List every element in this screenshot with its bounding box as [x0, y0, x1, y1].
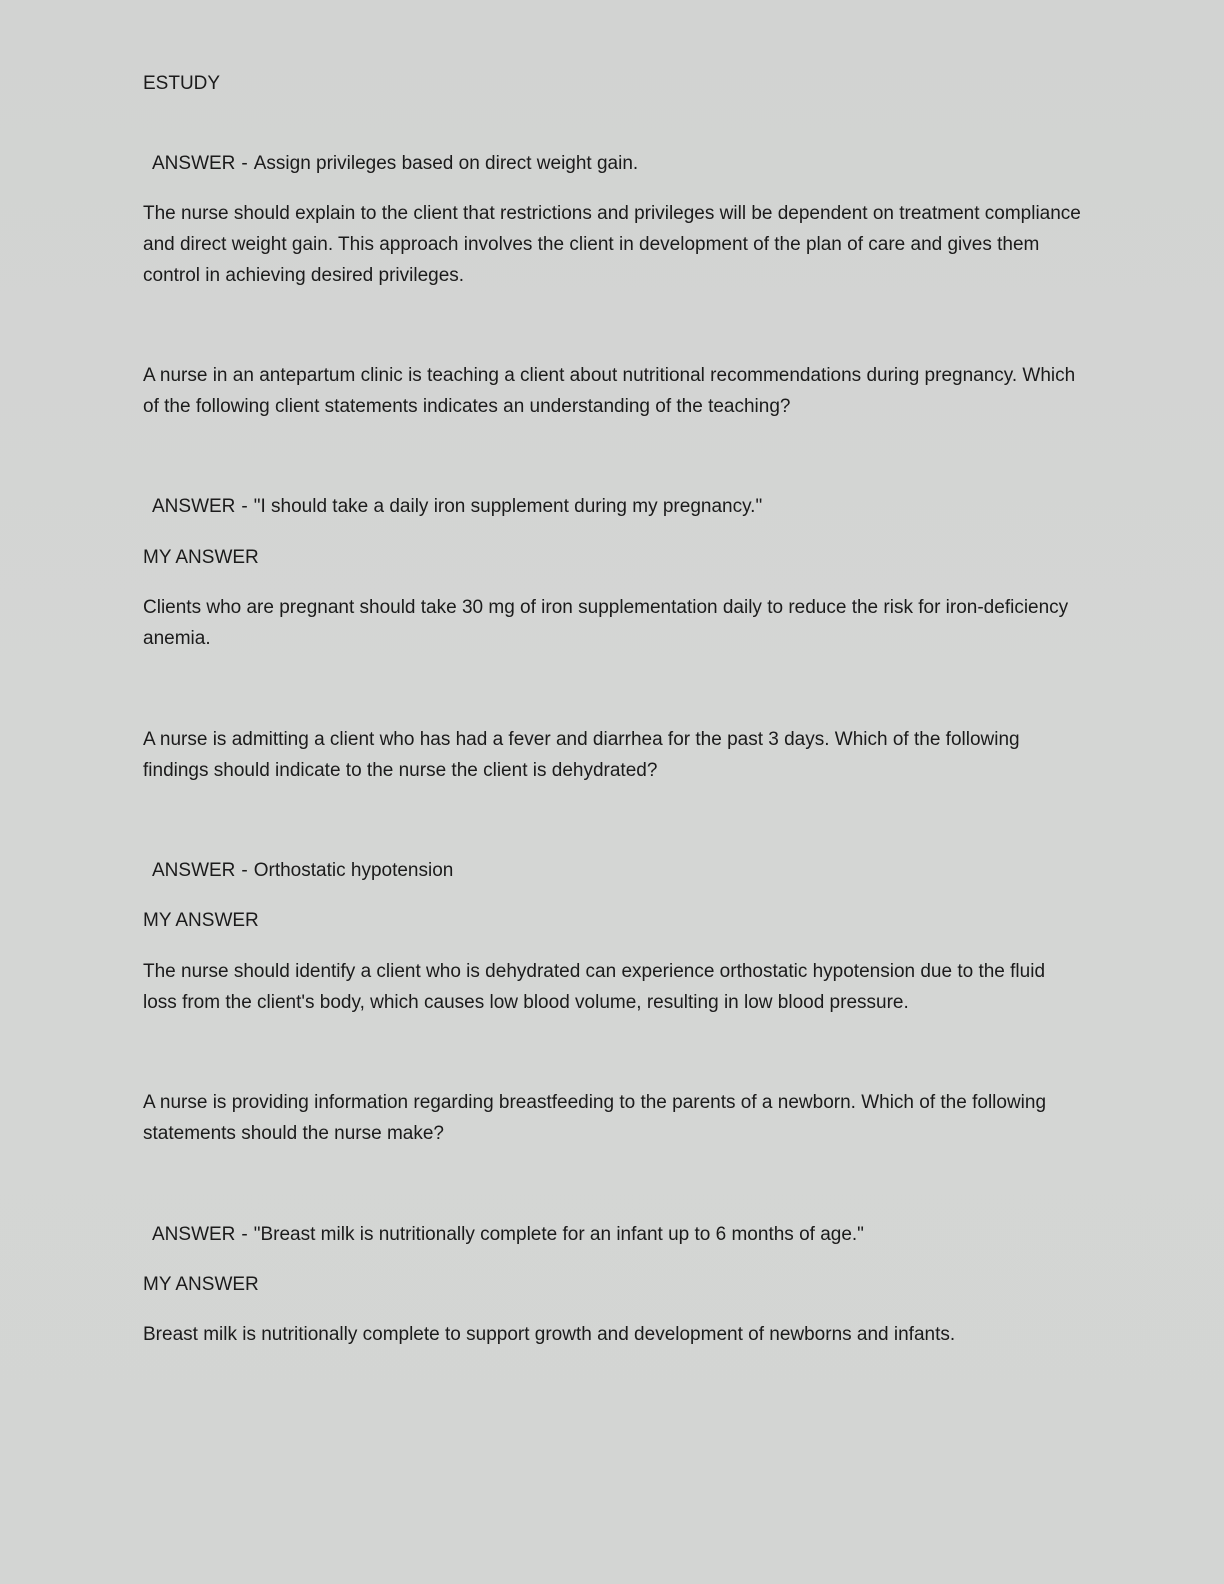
question-text: A nurse is providing information regarding breastfeeding to the parents of a newborn. Which of the following statements should the nurse make? [143, 1092, 1047, 1144]
explanation-text: Clients who are pregnant should take 30 mg of iron supplementation daily to reduce the risk for iron-deficiency anemia. [143, 597, 1069, 649]
answer-line [152, 1219, 1092, 1250]
answer-separator: - [241, 496, 248, 517]
explanation-text: Breast milk is nutritionally complete to support growth and development of newborns and infants. [143, 1324, 956, 1345]
question-text: A nurse in an antepartum clinic is teaching a client about nutritional recommendations during pregnancy. Which of the following client statements indicates an understanding of the teaching? [143, 365, 1076, 417]
my-answer-label: MY ANSWER [143, 547, 259, 568]
question-text: A nurse is admitting a client who has had a fever and diarrhea for the past 3 days. Which of the following findings should indicate to the nurse the client is dehydrated? [143, 729, 1020, 781]
document-header: ESTUDY [143, 73, 221, 94]
answer-label: ANSWER [152, 153, 236, 174]
answer-text: Orthostatic hypotension [253, 860, 454, 881]
answer-text: Assign privileges based on direct weight gain. [253, 153, 639, 174]
answer-text: "I should take a daily iron supplement during my pregnancy." [253, 496, 763, 517]
explanation-text: The nurse should explain to the client that restrictions and privileges will be dependent on treatment compliance and direct weight gain. This approach involves the client in development of the plan of care and gives them control in achieving desired privileges. [143, 203, 1081, 286]
answer-line [152, 855, 1092, 886]
answer-line [152, 148, 1092, 179]
explanation-text: The nurse should identify a client who is dehydrated can experience orthostatic hypotension due to the fluid loss from the client's body, which causes low blood volume, resulting in low blood pressure. [143, 961, 1046, 1013]
answer-text: "Breast milk is nutritionally complete for an infant up to 6 months of age." [253, 1224, 864, 1245]
my-answer-label: MY ANSWER [143, 910, 259, 931]
answer-separator: - [241, 153, 248, 174]
my-answer-label: MY ANSWER [143, 1274, 259, 1295]
answer-separator: - [241, 860, 248, 881]
answer-label: ANSWER [152, 860, 236, 881]
answer-label: ANSWER [152, 1224, 236, 1245]
answer-separator: - [241, 1224, 248, 1245]
answer-line [152, 491, 1092, 522]
answer-label: ANSWER [152, 496, 236, 517]
